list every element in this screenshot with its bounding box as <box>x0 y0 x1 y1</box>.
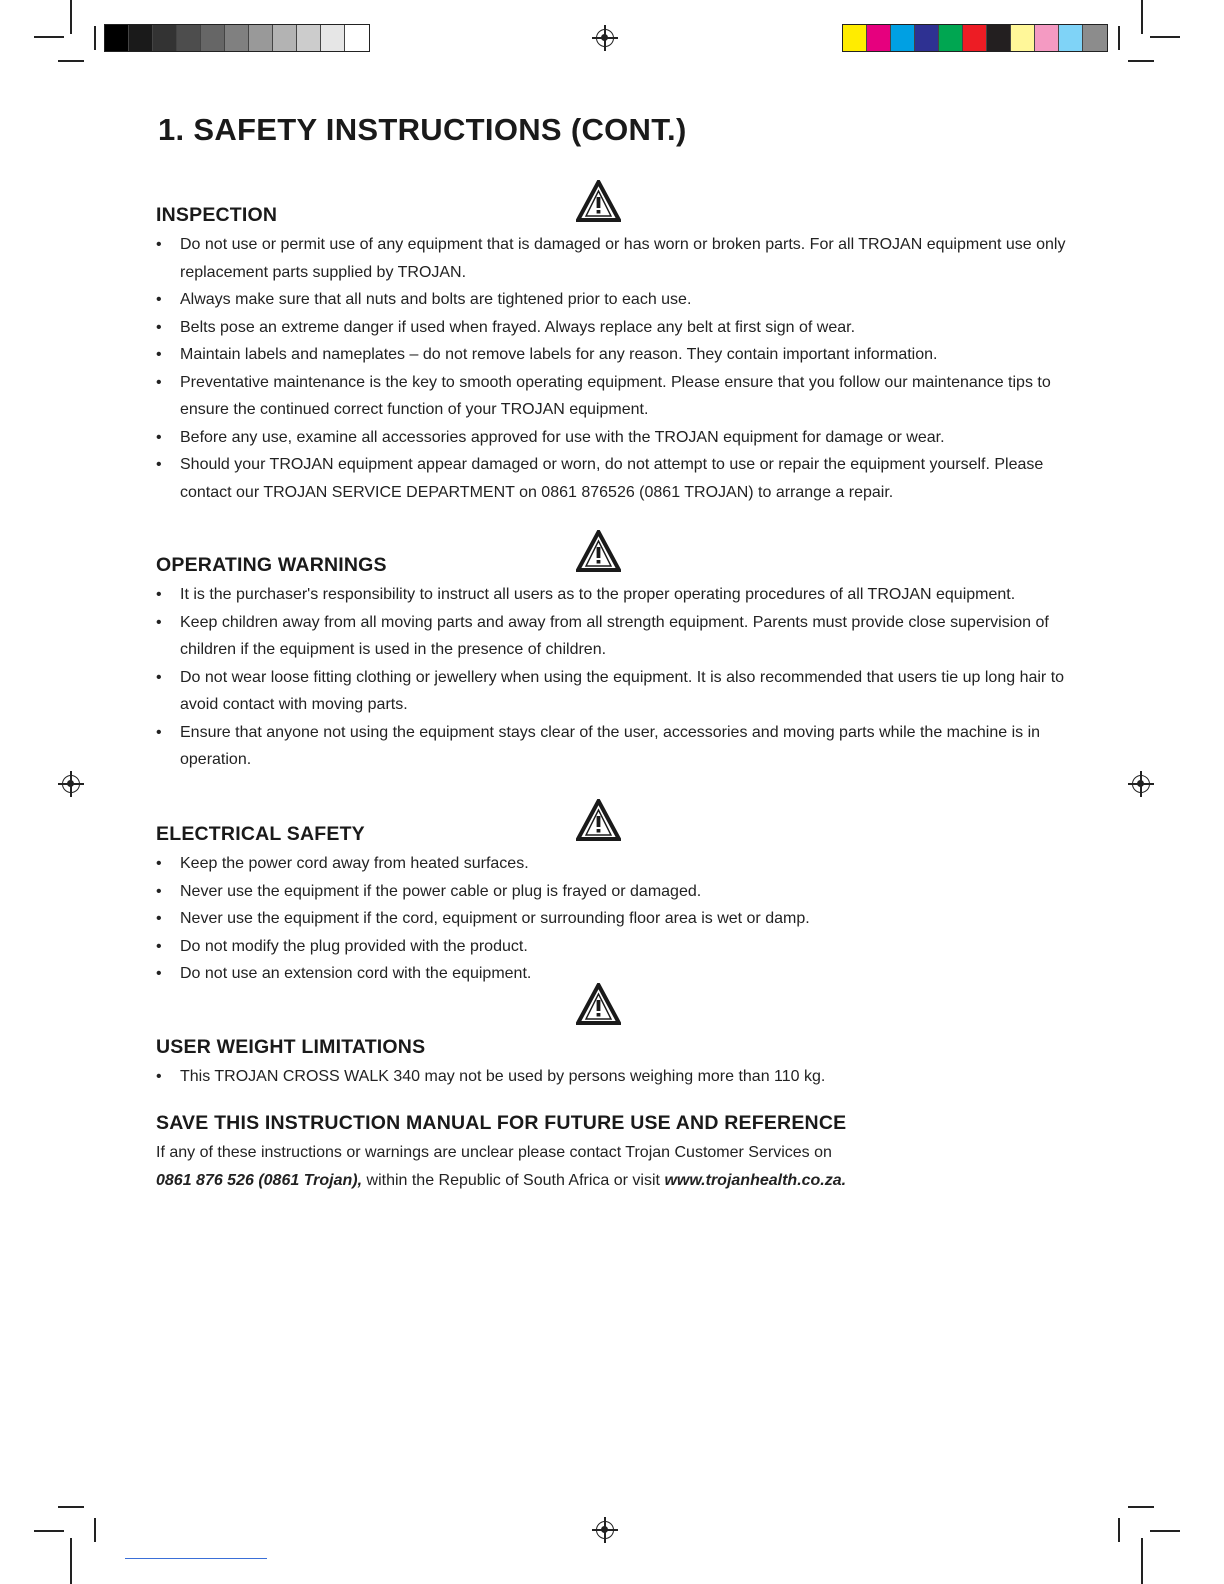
list-item: • Before any use, examine all accessories approved for use with the TROJAN equipment for damage or wear. <box>156 424 1071 452</box>
list-item: • Do not wear loose fitting clothing or jewellery when using the equipment. It is also recommended that users tie up long hair to avoid contact with moving parts. <box>156 664 1071 719</box>
color-swatch <box>321 25 345 51</box>
user-weight-heading: USER WEIGHT LIMITATIONS <box>156 1036 426 1058</box>
crop-mark <box>1128 1506 1154 1508</box>
list-item: • Ensure that anyone not using the equipment stays clear of the user, accessories and moving parts while the machine is in operation. <box>156 719 1071 774</box>
crop-mark <box>58 1506 84 1508</box>
page-title: 1. SAFETY INSTRUCTIONS (CONT.) <box>158 112 687 147</box>
list-item: • It is the purchaser's responsibility to instruct all users as to the proper operating procedures of all TROJAN equipment. <box>156 581 1071 609</box>
color-swatch <box>273 25 297 51</box>
crop-mark <box>1118 1518 1120 1542</box>
crop-mark <box>70 0 72 34</box>
color-swatch <box>105 25 129 51</box>
list-item: • Never use the equipment if the power cable or plug is frayed or damaged. <box>156 878 1071 906</box>
color-swatch <box>1011 25 1035 51</box>
warning-triangle-icon <box>576 530 621 572</box>
crop-mark <box>1118 26 1120 50</box>
registration-mark-icon <box>62 775 80 793</box>
registration-mark-icon <box>596 29 614 47</box>
list-item: • Keep the power cord away from heated surfaces. <box>156 850 1071 878</box>
operating-warnings-list <box>156 581 1071 774</box>
electrical-safety-list <box>156 850 1071 988</box>
color-swatch <box>153 25 177 51</box>
list-item: • Belts pose an extreme danger if used when frayed. Always replace any belt at first sign of wear. <box>156 314 1071 342</box>
color-swatch <box>987 25 1011 51</box>
color-swatch <box>129 25 153 51</box>
electrical-safety-heading: ELECTRICAL SAFETY <box>156 823 365 845</box>
crop-mark <box>1150 1530 1180 1532</box>
grayscale-calibration-bar <box>104 24 370 52</box>
list-item: • Keep children away from all moving parts and away from all strength equipment. Parents must provide close supervision of children if the equipment is used in the presence of children. <box>156 609 1071 664</box>
color-swatch <box>177 25 201 51</box>
operating-warnings-heading: OPERATING WARNINGS <box>156 554 387 576</box>
save-manual-heading: SAVE THIS INSTRUCTION MANUAL FOR FUTURE USE AND REFERENCE <box>156 1112 847 1134</box>
list-item: • Do not use or permit use of any equipment that is damaged or has worn or broken parts. For all TROJAN equipment use only replacement parts supplied by TROJAN. <box>156 231 1071 286</box>
operating-warnings-section <box>156 553 1071 774</box>
list-item: • Should your TROJAN equipment appear damaged or worn, do not attempt to use or repair the equipment yourself. Please contact our TROJAN SERVICE DEPARTMENT on 0861 876526 (0861 TROJAN) to arrange a repair. <box>156 451 1071 506</box>
inspection-section <box>156 203 1071 506</box>
contact-text: If any of these instructions or warnings are unclear please contact Trojan Customer Services on <box>156 1144 832 1161</box>
warning-triangle-icon <box>576 180 621 222</box>
save-manual-section <box>156 1111 1071 1194</box>
color-swatch <box>843 25 867 51</box>
inspection-heading: INSPECTION <box>156 204 278 226</box>
color-swatch <box>225 25 249 51</box>
crop-mark <box>34 1530 64 1532</box>
color-swatch <box>249 25 273 51</box>
list-item: • Maintain labels and nameplates – do not remove labels for any reason. They contain important information. <box>156 341 1071 369</box>
color-swatch <box>1083 25 1107 51</box>
contact-phone: 0861 876 526 (0861 Trojan), <box>156 1171 363 1189</box>
footer-line <box>125 1558 267 1559</box>
electrical-safety-section <box>156 822 1071 988</box>
list-item: • Do not use an extension cord with the equipment. <box>156 960 1071 988</box>
color-swatch <box>891 25 915 51</box>
website-link[interactable]: www.trojanhealth.co.za. <box>664 1171 847 1189</box>
color-swatch <box>201 25 225 51</box>
crop-mark <box>1128 60 1154 62</box>
color-swatch <box>867 25 891 51</box>
color-swatch <box>939 25 963 51</box>
crop-mark <box>1150 36 1180 38</box>
user-weight-list <box>156 1063 1071 1091</box>
color-calibration-bar <box>842 24 1108 52</box>
list-item: • Do not modify the plug provided with the product. <box>156 933 1071 961</box>
crop-mark <box>1141 0 1143 34</box>
list-item: • Preventative maintenance is the key to smooth operating equipment. Please ensure that you follow our maintenance tips to ensure the continued correct function of your TROJAN equipment. <box>156 369 1071 424</box>
inspection-list <box>156 231 1071 506</box>
crop-mark <box>94 26 96 50</box>
contact-text-middle: within the Republic of South Africa or visit <box>362 1171 665 1189</box>
color-swatch <box>915 25 939 51</box>
crop-mark <box>94 1518 96 1542</box>
color-swatch <box>297 25 321 51</box>
crop-mark <box>1141 1538 1143 1584</box>
user-weight-section <box>156 1035 1071 1091</box>
contact-paragraph <box>156 1139 1071 1194</box>
crop-mark <box>58 60 84 62</box>
crop-mark <box>34 36 64 38</box>
list-item: • Always make sure that all nuts and bolts are tightened prior to each use. <box>156 286 1071 314</box>
list-item: • Never use the equipment if the cord, equipment or surrounding floor area is wet or damp. <box>156 905 1071 933</box>
color-swatch <box>1059 25 1083 51</box>
registration-mark-icon <box>1132 775 1150 793</box>
list-item: • This TROJAN CROSS WALK 340 may not be used by persons weighing more than 110 kg. <box>156 1063 1071 1091</box>
color-swatch <box>1035 25 1059 51</box>
warning-triangle-icon <box>576 799 621 841</box>
registration-mark-icon <box>596 1521 614 1539</box>
crop-mark <box>70 1538 72 1584</box>
color-swatch <box>345 25 369 51</box>
color-swatch <box>963 25 987 51</box>
warning-triangle-icon <box>576 983 621 1025</box>
